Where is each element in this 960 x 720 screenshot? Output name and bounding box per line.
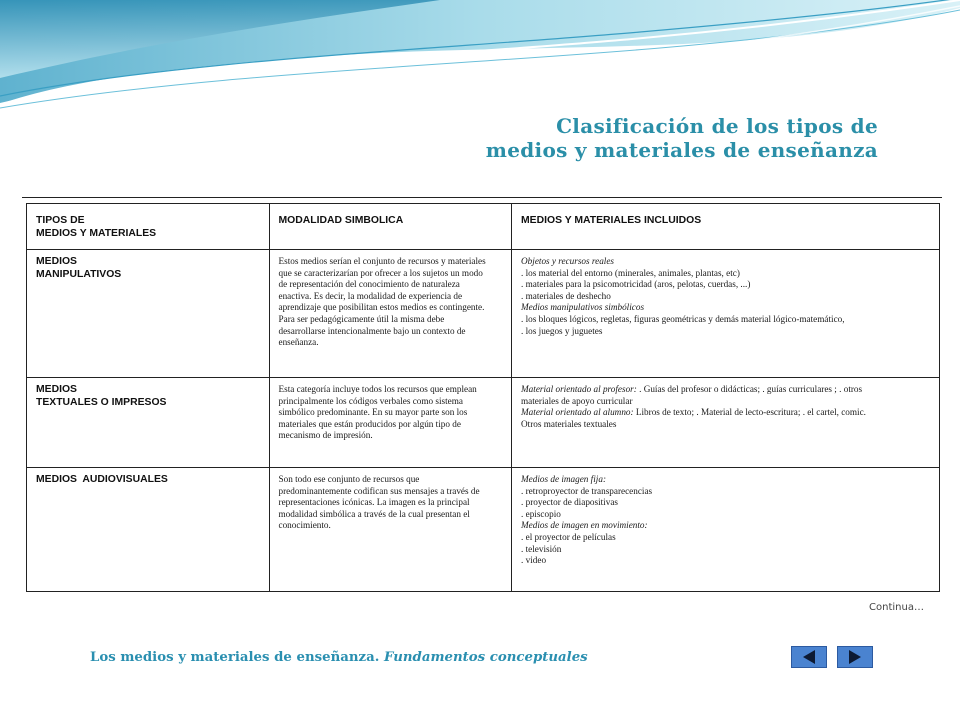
slide-title-line: medios y materiales de enseñanza (485, 138, 878, 162)
previous-slide-button[interactable] (791, 646, 827, 668)
modalidad-cell (269, 250, 512, 378)
type-line: TEXTUALES O IMPRESOS (36, 396, 167, 408)
text-line: materiales que están producidos por algún tipo de (278, 418, 461, 429)
text-line: . los juegos y juguetes (521, 325, 603, 336)
modalidad-cell (269, 378, 512, 468)
footer-caption (90, 650, 588, 665)
text-emphasis: Material orientado al profesor: (521, 384, 637, 394)
text-line: Medios de imagen en movimiento: (521, 520, 648, 531)
table-row (27, 250, 940, 378)
header-cell: MODALIDAD SIMBOLICA (269, 204, 512, 250)
scan-border (22, 197, 942, 198)
text-line: Medios manipulativos simbólicos (521, 302, 645, 313)
text-line: conocimiento. (278, 520, 331, 531)
type-line: MANIPULATIVOS (36, 268, 122, 280)
text-line: . televisión (521, 543, 562, 554)
text-line (521, 407, 930, 419)
triangle-left-icon (792, 647, 826, 667)
slide-title-line: Clasificación de los tipos de (556, 114, 878, 138)
text-line: . materiales de deshecho (521, 290, 611, 301)
text-line: que se caracterizarían por ofrecer a los sujetos un modo (278, 267, 483, 278)
header-line: TIPOS DE (36, 215, 85, 226)
materiales-cell (512, 468, 940, 592)
text-rest: Libros de texto; . Material de lecto-escritura; . el cartel, comic. (633, 407, 866, 418)
text-line: . los material del entorno (minerales, animales, plantas, etc) (521, 267, 740, 278)
type-cell (27, 250, 270, 378)
header-line: MEDIOS Y MATERIALES (36, 227, 157, 239)
text-line: . episcopio (521, 508, 561, 519)
text-line: Esta categoría incluye todos los recursos que emplean (278, 384, 477, 394)
text-line: . el proyector de películas (521, 531, 616, 542)
materiales-cell (512, 250, 940, 378)
header-wave-decoration (0, 0, 960, 120)
text-line: desarrollarse intencionalmente bajo un contexto de (278, 325, 466, 336)
next-slide-button[interactable] (837, 646, 873, 668)
table-header-row (27, 204, 940, 250)
type-line: MEDIOS AUDIOVISUALES (36, 474, 168, 485)
type-line: MEDIOS (36, 384, 77, 395)
text-line: . materiales para la psicomotricidad (aros, pelotas, cuerdas, ...) (521, 279, 751, 290)
text-line: Objetos y recursos reales (521, 256, 614, 266)
type-line: MEDIOS (36, 256, 77, 267)
type-cell (27, 468, 270, 592)
text-line: . proyector de diapositivas (521, 497, 618, 508)
text-line: Para ser pedagógicamente útil la misma debe (278, 313, 445, 324)
text-line: Medios de imagen fija: (521, 474, 606, 484)
text-line: predominantemente codifican sus mensajes a través de (278, 485, 480, 496)
text-line: mecanismo de impresión. (278, 430, 373, 441)
text-rest: . Guías del profesor o didácticas; . guías curriculares ; . otros (636, 384, 863, 394)
text-line: enseñanza. (278, 337, 319, 348)
classification-table (26, 203, 940, 592)
text-line: representaciones icónicas. La imagen es la principal (278, 497, 470, 508)
footer-text: Los medios y materiales de enseñanza. (90, 650, 384, 665)
header-cell: MEDIOS Y MATERIALES INCLUIDOS (512, 204, 940, 250)
text-line: enactiva. Es decir, la modalidad de experiencia de (278, 290, 463, 301)
text-line: materiales de apoyo curricular (521, 395, 633, 406)
text-line: modalidad simbólica a través de la cual presentan el (278, 508, 470, 519)
text-line (521, 384, 930, 396)
text-line: Son todo ese conjunto de recursos que (278, 474, 420, 484)
modalidad-cell (269, 468, 512, 592)
type-cell (27, 378, 270, 468)
text-line: Estos medios serían el conjunto de recursos y materiales (278, 256, 486, 266)
text-line: . los bloques lógicos, regletas, figuras geométricas y demás material lógico-matemático, (521, 313, 845, 324)
footer-subtitle: Fundamentos conceptuales (383, 650, 588, 665)
text-emphasis: Material orientado al alumno: (521, 407, 634, 418)
materiales-cell (512, 378, 940, 468)
text-line: . video (521, 555, 547, 566)
header-cell (27, 204, 270, 250)
slide-title (486, 114, 878, 162)
table-row (27, 468, 940, 592)
text-line: principalmente los códigos verbales como sistema (278, 395, 463, 406)
triangle-right-icon (838, 647, 872, 667)
text-line: simbólico predominante. En su mayor parte son los (278, 407, 468, 418)
classification-table-image (22, 197, 942, 595)
text-line: aprendizaje que posibilitan estos medios es contingente. (278, 302, 485, 313)
table-row (27, 378, 940, 468)
text-line: . retroproyector de transparecencias (521, 485, 653, 496)
text-line: de representación del conocimiento de naturaleza (278, 279, 460, 290)
text-line: Otros materiales textuales (521, 418, 617, 429)
continue-label: Continua… (869, 602, 924, 613)
